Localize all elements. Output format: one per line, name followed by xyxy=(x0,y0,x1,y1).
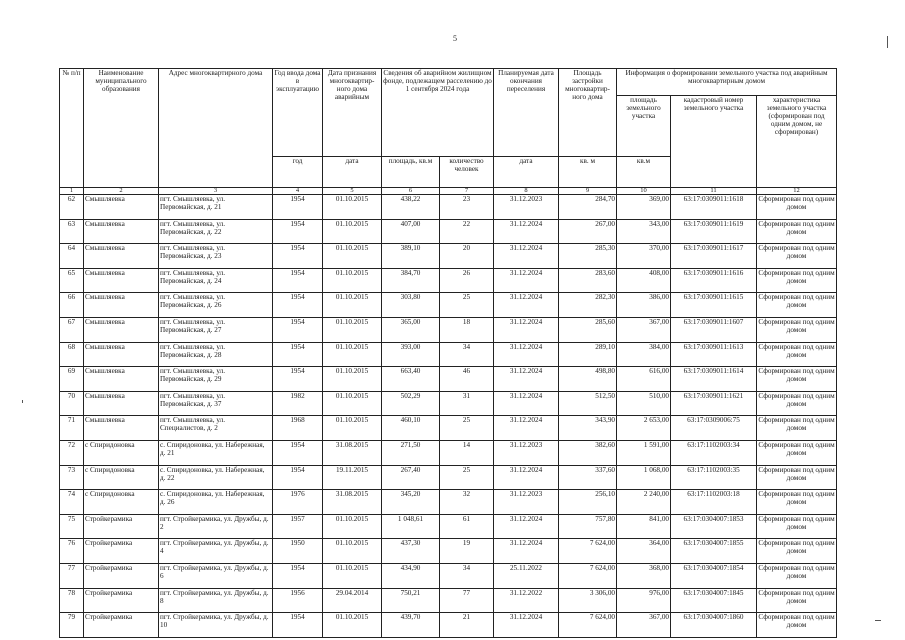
land-area-cell: 976,00 xyxy=(617,588,671,613)
cadastral-number-cell: 63:17:0309011:1614 xyxy=(671,367,757,392)
scan-mark xyxy=(887,36,888,48)
row-number: 66 xyxy=(60,293,84,318)
land-area-cell: 367,00 xyxy=(617,613,671,638)
land-area-cell: 408,00 xyxy=(617,268,671,293)
cadastral-number-cell: 63:17:0309006:75 xyxy=(671,416,757,441)
built-area-cell: 337,60 xyxy=(559,465,617,490)
land-area-cell: 2 240,00 xyxy=(617,490,671,515)
header-municipality: Наименование муниципального образования xyxy=(84,69,159,188)
recognition-date-cell: 01.10.2015 xyxy=(323,293,382,318)
row-number: 77 xyxy=(60,563,84,588)
column-number: 4 xyxy=(273,188,323,195)
land-characteristic-cell: Сформирован под одним домом xyxy=(757,219,837,244)
year-cell: 1968 xyxy=(273,416,323,441)
table-row xyxy=(60,563,837,588)
recognition-date-cell: 01.10.2015 xyxy=(323,195,382,220)
cadastral-number-cell: 63:17:0304007:1854 xyxy=(671,563,757,588)
land-area-cell: 1 591,00 xyxy=(617,440,671,465)
land-area-cell: 368,00 xyxy=(617,563,671,588)
row-number: 65 xyxy=(60,268,84,293)
land-area-cell: 367,00 xyxy=(617,317,671,342)
built-area-cell: 267,00 xyxy=(559,219,617,244)
table-row xyxy=(60,244,837,269)
header-land-characteristic: характеристика земельного участка (сформирован под одним домом, не сформирован) xyxy=(757,96,837,188)
municipality-cell: Смышляевка xyxy=(84,219,159,244)
row-number: 67 xyxy=(60,317,84,342)
address-cell: пгт. Смышляевка, ул. Первомайская, д. 22 xyxy=(159,219,273,244)
cadastral-number-cell: 63:17:0309011:1617 xyxy=(671,244,757,269)
year-cell: 1954 xyxy=(273,613,323,638)
column-number: 10 xyxy=(617,188,671,195)
table-row xyxy=(60,195,837,220)
address-cell: пгт. Смышляевка, ул. Первомайская, д. 37 xyxy=(159,391,273,416)
area-cell: 460,10 xyxy=(382,416,440,441)
recognition-date-cell: 01.10.2015 xyxy=(323,416,382,441)
municipality-cell: Стройкерамика xyxy=(84,514,159,539)
people-cell: 18 xyxy=(440,317,494,342)
area-cell: 345,20 xyxy=(382,490,440,515)
address-cell: с. Спиридоновка, ул. Набережная, д. 26 xyxy=(159,490,273,515)
cadastral-number-cell: 63:17:0309011:1621 xyxy=(671,391,757,416)
land-characteristic-cell: Сформирован под одним домом xyxy=(757,342,837,367)
planned-date-cell: 31.12.2024 xyxy=(494,514,559,539)
municipality-cell: Смышляевка xyxy=(84,367,159,392)
built-area-cell: 282,30 xyxy=(559,293,617,318)
address-cell: пгт. Смышляевка, ул. Первомайская, д. 29 xyxy=(159,367,273,392)
unit-sqm-land: кв.м xyxy=(617,157,671,188)
row-number: 72 xyxy=(60,440,84,465)
row-number: 73 xyxy=(60,465,84,490)
municipality-cell: Смышляевка xyxy=(84,293,159,318)
planned-date-cell: 31.12.2024 xyxy=(494,391,559,416)
column-number: 8 xyxy=(494,188,559,195)
people-cell: 32 xyxy=(440,490,494,515)
land-area-cell: 343,00 xyxy=(617,219,671,244)
column-number: 2 xyxy=(84,188,159,195)
table-row xyxy=(60,416,837,441)
planned-date-cell: 31.12.2024 xyxy=(494,539,559,564)
built-area-cell: 256,10 xyxy=(559,490,617,515)
municipality-cell: Стройкерамика xyxy=(84,613,159,638)
planned-date-cell: 31.12.2024 xyxy=(494,219,559,244)
address-cell: с. Спиридоновка, ул. Набережная, д. 22 xyxy=(159,465,273,490)
land-area-cell: 370,00 xyxy=(617,244,671,269)
built-area-cell: 7 624,00 xyxy=(559,563,617,588)
area-cell: 393,00 xyxy=(382,342,440,367)
people-cell: 14 xyxy=(440,440,494,465)
planned-date-cell: 31.12.2024 xyxy=(494,613,559,638)
address-cell: пгт. Стройкерамика, ул. Дружбы, д. 2 xyxy=(159,514,273,539)
cadastral-number-cell: 63:17:0304007:1860 xyxy=(671,613,757,638)
row-number: 71 xyxy=(60,416,84,441)
land-area-cell: 386,00 xyxy=(617,293,671,318)
year-cell: 1954 xyxy=(273,317,323,342)
row-number: 76 xyxy=(60,539,84,564)
header-year: Год ввода дома в эксплуатацию xyxy=(273,69,323,157)
cadastral-number-cell: 63:17:0309011:1616 xyxy=(671,268,757,293)
address-cell: пгт. Стройкерамика, ул. Дружбы, д. 10 xyxy=(159,613,273,638)
recognition-date-cell: 19.11.2015 xyxy=(323,465,382,490)
address-cell: пгт. Стройкерамика, ул. Дружбы, д. 4 xyxy=(159,539,273,564)
area-cell: 438,22 xyxy=(382,195,440,220)
recognition-date-cell: 01.10.2015 xyxy=(323,391,382,416)
address-cell: пгт. Смышляевка, ул. Первомайская, д. 21 xyxy=(159,195,273,220)
header-num: № п/п xyxy=(60,69,84,188)
municipality-cell: с Спиридоновка xyxy=(84,490,159,515)
built-area-cell: 283,60 xyxy=(559,268,617,293)
area-cell: 437,30 xyxy=(382,539,440,564)
built-area-cell: 289,10 xyxy=(559,342,617,367)
land-characteristic-cell: Сформирован под одним домом xyxy=(757,490,837,515)
cadastral-number-cell: 63:17:0309011:1607 xyxy=(671,317,757,342)
people-cell: 46 xyxy=(440,367,494,392)
people-cell: 31 xyxy=(440,391,494,416)
built-area-cell: 7 624,00 xyxy=(559,613,617,638)
column-number: 12 xyxy=(757,188,837,195)
year-cell: 1954 xyxy=(273,244,323,269)
people-cell: 25 xyxy=(440,416,494,441)
land-area-cell: 2 653,00 xyxy=(617,416,671,441)
municipality-cell: Смышляевка xyxy=(84,195,159,220)
land-area-cell: 364,00 xyxy=(617,539,671,564)
land-characteristic-cell: Сформирован под одним домом xyxy=(757,440,837,465)
unit-sqm-built: кв. м xyxy=(559,157,617,188)
year-cell: 1954 xyxy=(273,563,323,588)
recognition-date-cell: 01.10.2015 xyxy=(323,219,382,244)
table-row xyxy=(60,490,837,515)
land-characteristic-cell: Сформирован под одним домом xyxy=(757,195,837,220)
column-number: 6 xyxy=(382,188,440,195)
table-row xyxy=(60,440,837,465)
area-cell: 271,50 xyxy=(382,440,440,465)
people-cell: 20 xyxy=(440,244,494,269)
table-row xyxy=(60,293,837,318)
table-row xyxy=(60,317,837,342)
address-cell: пгт. Смышляевка, ул. Первомайская, д. 26 xyxy=(159,293,273,318)
area-cell: 365,00 xyxy=(382,317,440,342)
year-cell: 1950 xyxy=(273,539,323,564)
address-cell: с. Спиридоновка, ул. Набережная, д. 21 xyxy=(159,440,273,465)
year-cell: 1954 xyxy=(273,440,323,465)
land-area-cell: 384,00 xyxy=(617,342,671,367)
address-cell: пгт. Стройкерамика, ул. Дружбы, д. 6 xyxy=(159,563,273,588)
column-number: 3 xyxy=(159,188,273,195)
table-row xyxy=(60,268,837,293)
planned-date-cell: 31.12.2024 xyxy=(494,244,559,269)
year-cell: 1954 xyxy=(273,219,323,244)
area-cell: 303,80 xyxy=(382,293,440,318)
cadastral-number-cell: 63:17:0309011:1613 xyxy=(671,342,757,367)
people-cell: 61 xyxy=(440,514,494,539)
land-characteristic-cell: Сформирован под одним домом xyxy=(757,391,837,416)
address-cell: пгт. Смышляевка, ул. Первомайская, д. 27 xyxy=(159,317,273,342)
municipality-cell: Стройкерамика xyxy=(84,563,159,588)
cadastral-number-cell: 63:17:1102003:35 xyxy=(671,465,757,490)
area-cell: 267,40 xyxy=(382,465,440,490)
recognition-date-cell: 29.04.2014 xyxy=(323,588,382,613)
recognition-date-cell: 01.10.2015 xyxy=(323,563,382,588)
recognition-date-cell: 31.08.2015 xyxy=(323,440,382,465)
area-cell: 502,29 xyxy=(382,391,440,416)
row-number: 70 xyxy=(60,391,84,416)
municipality-cell: с Спиридоновка xyxy=(84,465,159,490)
land-characteristic-cell: Сформирован под одним домом xyxy=(757,367,837,392)
people-cell: 23 xyxy=(440,195,494,220)
cadastral-number-cell: 63:17:0309011:1619 xyxy=(671,219,757,244)
table-body xyxy=(60,195,837,638)
header-built-area: Площадь застройки многоквартир-ного дома xyxy=(559,69,617,157)
built-area-cell: 757,80 xyxy=(559,514,617,539)
people-cell: 26 xyxy=(440,268,494,293)
land-area-cell: 1 068,00 xyxy=(617,465,671,490)
recognition-date-cell: 01.10.2015 xyxy=(323,342,382,367)
people-cell: 77 xyxy=(440,588,494,613)
built-area-cell: 3 306,00 xyxy=(559,588,617,613)
cadastral-number-cell: 63:17:1102003:34 xyxy=(671,440,757,465)
row-number: 68 xyxy=(60,342,84,367)
header-cadastral: кадастровый номер земельного участка xyxy=(671,96,757,188)
planned-date-cell: 31.12.2022 xyxy=(494,588,559,613)
planned-date-cell: 31.12.2023 xyxy=(494,195,559,220)
cadastral-number-cell: 63:17:0304007:1853 xyxy=(671,514,757,539)
built-area-cell: 285,30 xyxy=(559,244,617,269)
recognition-date-cell: 01.10.2015 xyxy=(323,268,382,293)
people-cell: 25 xyxy=(440,465,494,490)
built-area-cell: 285,60 xyxy=(559,317,617,342)
year-cell: 1954 xyxy=(273,293,323,318)
row-number: 75 xyxy=(60,514,84,539)
header-planned-date: Планируемая дата окончания переселения xyxy=(494,69,559,157)
address-cell: пгт. Смышляевка, ул. Первомайская, д. 28 xyxy=(159,342,273,367)
row-number: 69 xyxy=(60,367,84,392)
land-area-cell: 841,00 xyxy=(617,514,671,539)
built-area-cell: 343,90 xyxy=(559,416,617,441)
municipality-cell: Смышляевка xyxy=(84,244,159,269)
land-characteristic-cell: Сформирован под одним домом xyxy=(757,268,837,293)
year-cell: 1976 xyxy=(273,490,323,515)
municipality-cell: Стройкерамика xyxy=(84,588,159,613)
scan-mark xyxy=(875,620,881,621)
row-number: 78 xyxy=(60,588,84,613)
area-cell: 439,70 xyxy=(382,613,440,638)
land-characteristic-cell: Сформирован под одним домом xyxy=(757,539,837,564)
unit-date: дата xyxy=(323,157,382,188)
land-characteristic-cell: Сформирован под одним домом xyxy=(757,293,837,318)
row-number: 79 xyxy=(60,613,84,638)
recognition-date-cell: 01.10.2015 xyxy=(323,367,382,392)
page-number: 5 xyxy=(453,34,457,43)
address-cell: пгт. Стройкерамика, ул. Дружбы, д. 8 xyxy=(159,588,273,613)
year-cell: 1954 xyxy=(273,195,323,220)
year-cell: 1954 xyxy=(273,268,323,293)
land-characteristic-cell: Сформирован под одним домом xyxy=(757,416,837,441)
table-row xyxy=(60,465,837,490)
land-characteristic-cell: Сформирован под одним домом xyxy=(757,514,837,539)
row-number: 63 xyxy=(60,219,84,244)
built-area-cell: 498,80 xyxy=(559,367,617,392)
recognition-date-cell: 01.10.2015 xyxy=(323,539,382,564)
unit-year: год xyxy=(273,157,323,188)
planned-date-cell: 31.12.2024 xyxy=(494,416,559,441)
land-area-cell: 369,00 xyxy=(617,195,671,220)
municipality-cell: Смышляевка xyxy=(84,268,159,293)
municipality-cell: Стройкерамика xyxy=(84,539,159,564)
recognition-date-cell: 01.10.2015 xyxy=(323,613,382,638)
built-area-cell: 284,70 xyxy=(559,195,617,220)
header-land-area: площадь земельного участка xyxy=(617,96,671,157)
recognition-date-cell: 01.10.2015 xyxy=(323,244,382,269)
land-area-cell: 616,00 xyxy=(617,367,671,392)
unit-people: количество человек xyxy=(440,157,494,188)
planned-date-cell: 31.12.2023 xyxy=(494,440,559,465)
year-cell: 1956 xyxy=(273,588,323,613)
planned-date-cell: 31.12.2024 xyxy=(494,268,559,293)
area-cell: 384,70 xyxy=(382,268,440,293)
planned-date-cell: 31.12.2023 xyxy=(494,490,559,515)
recognition-date-cell: 01.10.2015 xyxy=(323,317,382,342)
address-cell: пгт. Смышляевка, ул. Специалистов, д. 2 xyxy=(159,416,273,441)
column-number: 1 xyxy=(60,188,84,195)
table-row xyxy=(60,613,837,638)
planned-date-cell: 31.12.2024 xyxy=(494,317,559,342)
people-cell: 34 xyxy=(440,342,494,367)
year-cell: 1954 xyxy=(273,465,323,490)
year-cell: 1982 xyxy=(273,391,323,416)
header-land-info: Информация о формировании земельного участка под аварийным многоквартирным домом xyxy=(617,69,837,96)
housing-register-table xyxy=(59,68,837,638)
table-row xyxy=(60,367,837,392)
year-cell: 1954 xyxy=(273,342,323,367)
land-area-cell: 510,00 xyxy=(617,391,671,416)
area-cell: 434,90 xyxy=(382,563,440,588)
cadastral-number-cell: 63:17:1102003:18 xyxy=(671,490,757,515)
area-cell: 750,21 xyxy=(382,588,440,613)
cadastral-number-cell: 63:17:0309011:1615 xyxy=(671,293,757,318)
area-cell: 1 048,61 xyxy=(382,514,440,539)
cadastral-number-cell: 63:17:0304007:1855 xyxy=(671,539,757,564)
row-number: 62 xyxy=(60,195,84,220)
planned-date-cell: 31.12.2024 xyxy=(494,293,559,318)
built-area-cell: 512,50 xyxy=(559,391,617,416)
year-cell: 1954 xyxy=(273,367,323,392)
recognition-date-cell: 31.08.2015 xyxy=(323,490,382,515)
address-cell: пгт. Смышляевка, ул. Первомайская, д. 23 xyxy=(159,244,273,269)
table-row xyxy=(60,539,837,564)
header-recognition-date: Дата признания многоквартир-ного дома аварийным xyxy=(323,69,382,157)
people-cell: 21 xyxy=(440,613,494,638)
table-row xyxy=(60,219,837,244)
table-row xyxy=(60,342,837,367)
address-cell: пгт. Смышляевка, ул. Первомайская, д. 24 xyxy=(159,268,273,293)
column-number: 9 xyxy=(559,188,617,195)
people-cell: 19 xyxy=(440,539,494,564)
unit-area: площадь, кв.м xyxy=(382,157,440,188)
row-number: 74 xyxy=(60,490,84,515)
municipality-cell: Смышляевка xyxy=(84,391,159,416)
area-cell: 663,40 xyxy=(382,367,440,392)
scan-mark xyxy=(22,400,23,403)
area-cell: 407,00 xyxy=(382,219,440,244)
land-characteristic-cell: Сформирован под одним домом xyxy=(757,465,837,490)
area-cell: 389,10 xyxy=(382,244,440,269)
built-area-cell: 382,60 xyxy=(559,440,617,465)
land-characteristic-cell: Сформирован под одним домом xyxy=(757,244,837,269)
people-cell: 22 xyxy=(440,219,494,244)
municipality-cell: с Спиридоновка xyxy=(84,440,159,465)
header-address: Адрес многоквартирного дома xyxy=(159,69,273,188)
column-number: 11 xyxy=(671,188,757,195)
land-characteristic-cell: Сформирован под одним домом xyxy=(757,588,837,613)
land-characteristic-cell: Сформирован под одним домом xyxy=(757,317,837,342)
cadastral-number-cell: 63:17:0309011:1618 xyxy=(671,195,757,220)
municipality-cell: Смышляевка xyxy=(84,317,159,342)
planned-date-cell: 31.12.2024 xyxy=(494,465,559,490)
unit-date-planned: дата xyxy=(494,157,559,188)
row-number: 64 xyxy=(60,244,84,269)
municipality-cell: Смышляевка xyxy=(84,342,159,367)
table-row xyxy=(60,514,837,539)
cadastral-number-cell: 63:17:0304007:1845 xyxy=(671,588,757,613)
people-cell: 34 xyxy=(440,563,494,588)
year-cell: 1957 xyxy=(273,514,323,539)
column-number: 7 xyxy=(440,188,494,195)
land-characteristic-cell: Сформирован под одним домом xyxy=(757,613,837,638)
column-number: 5 xyxy=(323,188,382,195)
planned-date-cell: 31.12.2024 xyxy=(494,342,559,367)
people-cell: 25 xyxy=(440,293,494,318)
header-emergency-fund: Сведения об аварийном жилищном фонде, подлежащем расселению до 1 сентября 2024 года xyxy=(382,69,494,157)
built-area-cell: 7 624,00 xyxy=(559,539,617,564)
table-row xyxy=(60,588,837,613)
planned-date-cell: 31.12.2024 xyxy=(494,367,559,392)
table-row xyxy=(60,391,837,416)
municipality-cell: Смышляевка xyxy=(84,416,159,441)
planned-date-cell: 25.11.2022 xyxy=(494,563,559,588)
land-characteristic-cell: Сформирован под одним домом xyxy=(757,563,837,588)
recognition-date-cell: 01.10.2015 xyxy=(323,514,382,539)
